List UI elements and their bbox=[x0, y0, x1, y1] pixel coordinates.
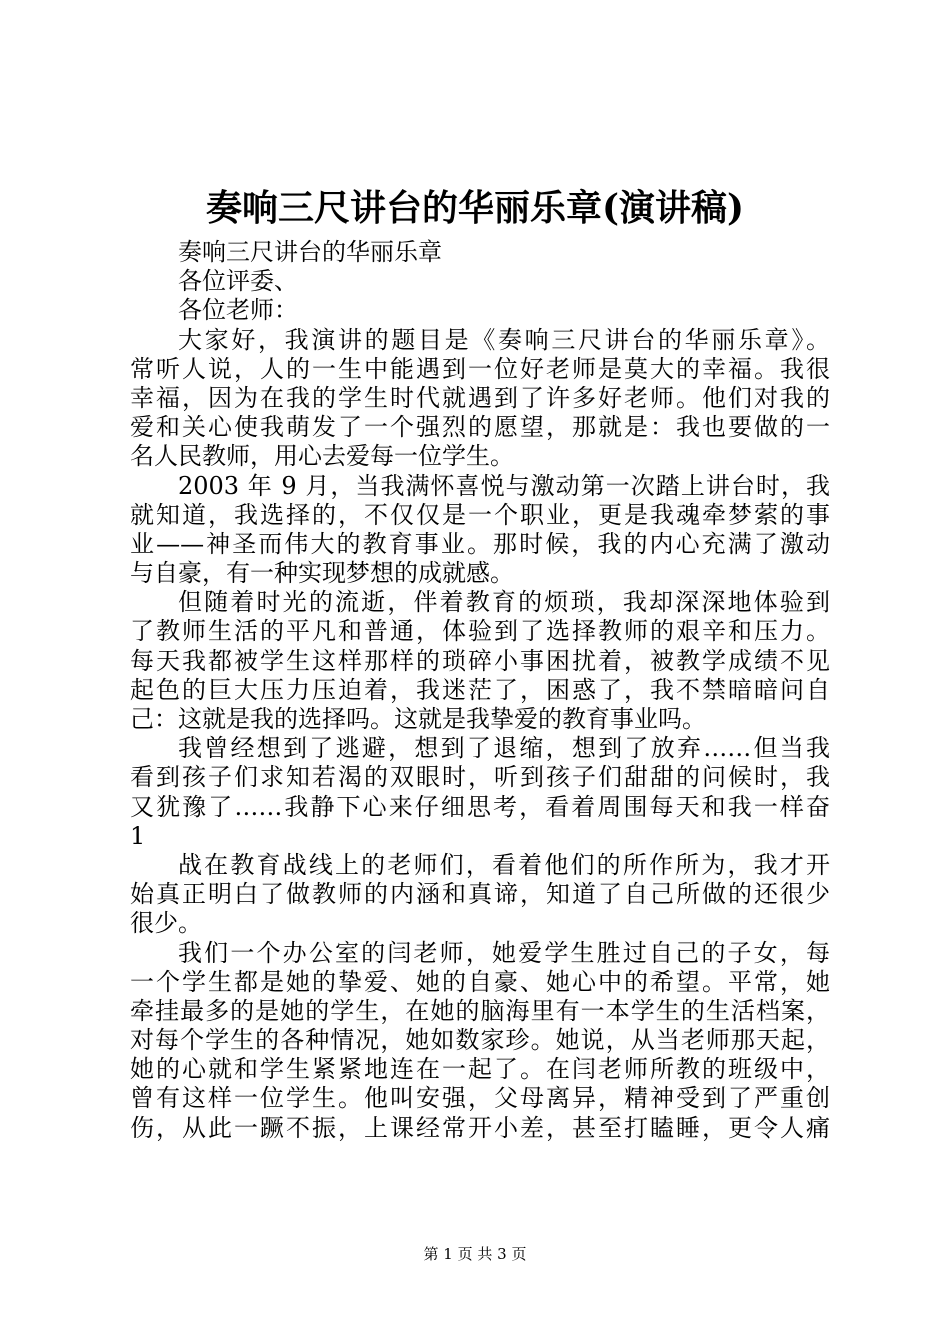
paragraph-line: 我们一个办公室的闫老师，她爱学生胜过自己的子女，每 bbox=[178, 938, 830, 967]
paragraph-line: 我曾经想到了逃避，想到了退缩，想到了放弃……但当我 bbox=[178, 734, 830, 763]
paragraph-line: 始真正明白了做教师的内涵和真谛，知道了自己所做的还很少 bbox=[130, 880, 830, 909]
salutation-judges: 各位评委、 bbox=[178, 267, 298, 296]
paragraph-line: 对每个学生的各种情况，她如数家珍。她说，从当老师那天起， bbox=[130, 1026, 830, 1055]
paragraph-line: 大家好，我演讲的题目是《奏响三尺讲台的华丽乐章》。 bbox=[178, 325, 830, 354]
paragraph-line: 一个学生都是她的挚爱、她的自豪、她心中的希望。平常，她 bbox=[130, 967, 830, 996]
paragraph-line: 每天我都被学生这样那样的琐碎小事困扰着，被教学成绩不见 bbox=[130, 646, 830, 675]
paragraph-line: 她的心就和学生紧紧地连在一起了。在闫老师所教的班级中， bbox=[130, 1055, 830, 1084]
paragraph-line: 战在教育战线上的老师们，看着他们的所作所为，我才开 bbox=[178, 850, 830, 879]
paragraph-line: 起色的巨大压力压迫着，我迷茫了，困惑了，我不禁暗暗问自 bbox=[130, 675, 830, 704]
paragraph-line: 伤，从此一蹶不振，上课经常开小差，甚至打瞌睡，更令人痛 bbox=[130, 1113, 830, 1142]
paragraph-line: 己：这就是我的选择吗。这就是我挚爱的教育事业吗。 bbox=[130, 705, 706, 733]
paragraph-line: 了教师生活的平凡和普通，体验到了选择教师的艰辛和压力。 bbox=[130, 617, 830, 646]
page-footer: 第 1 页 共 3 页 bbox=[423, 1245, 527, 1263]
paragraph-line: 就知道，我选择的，不仅仅是一个职业，更是我魂牵梦萦的事 bbox=[130, 500, 830, 529]
paragraph-line: 牵挂最多的是她的学生，在她的脑海里有一本学生的生活档案， bbox=[130, 996, 830, 1025]
salutation-teachers: 各位老师： bbox=[178, 296, 298, 325]
page-title: 奏响三尺讲台的华丽乐章(演讲稿) bbox=[205, 187, 745, 229]
paragraph-line: 但随着时光的流逝，伴着教育的烦琐，我却深深地体验到 bbox=[178, 588, 830, 617]
paragraph-line: 幸福，因为在我的学生时代就遇到了许多好老师。他们对我的 bbox=[130, 383, 830, 412]
inline-page-number: 1 bbox=[130, 821, 146, 850]
paragraph-line: 很少。 bbox=[130, 909, 202, 938]
paragraph-line: 爱和关心使我萌发了一个强烈的愿望，那就是：我也要做的一 bbox=[130, 413, 830, 442]
paragraph-line: 曾有这样一位学生。他叫安强，父母离异，精神受到了严重创 bbox=[130, 1084, 830, 1113]
paragraph-line: 看到孩子们求知若渴的双眼时，听到孩子们甜甜的问候时，我 bbox=[130, 763, 830, 792]
paragraph-line: 与自豪，有一种实现梦想的成就感。 bbox=[130, 559, 514, 588]
paragraph-line: 2003 年 9 月，当我满怀喜悦与激动第一次踏上讲台时，我 bbox=[178, 471, 830, 500]
paragraph-line: 业——神圣而伟大的教育事业。那时候，我的内心充满了激动 bbox=[130, 529, 830, 558]
paragraph-line: 名人民教师，用心去爱每一位学生。 bbox=[130, 442, 514, 471]
speech-heading: 奏响三尺讲台的华丽乐章 bbox=[178, 238, 442, 266]
paragraph-line: 常听人说，人的一生中能遇到一位好老师是莫大的幸福。我很 bbox=[130, 354, 830, 383]
document-body bbox=[130, 238, 830, 1143]
paragraph-line: 又犹豫了……我静下心来仔细思考，看着周围每天和我一样奋 bbox=[130, 792, 830, 821]
